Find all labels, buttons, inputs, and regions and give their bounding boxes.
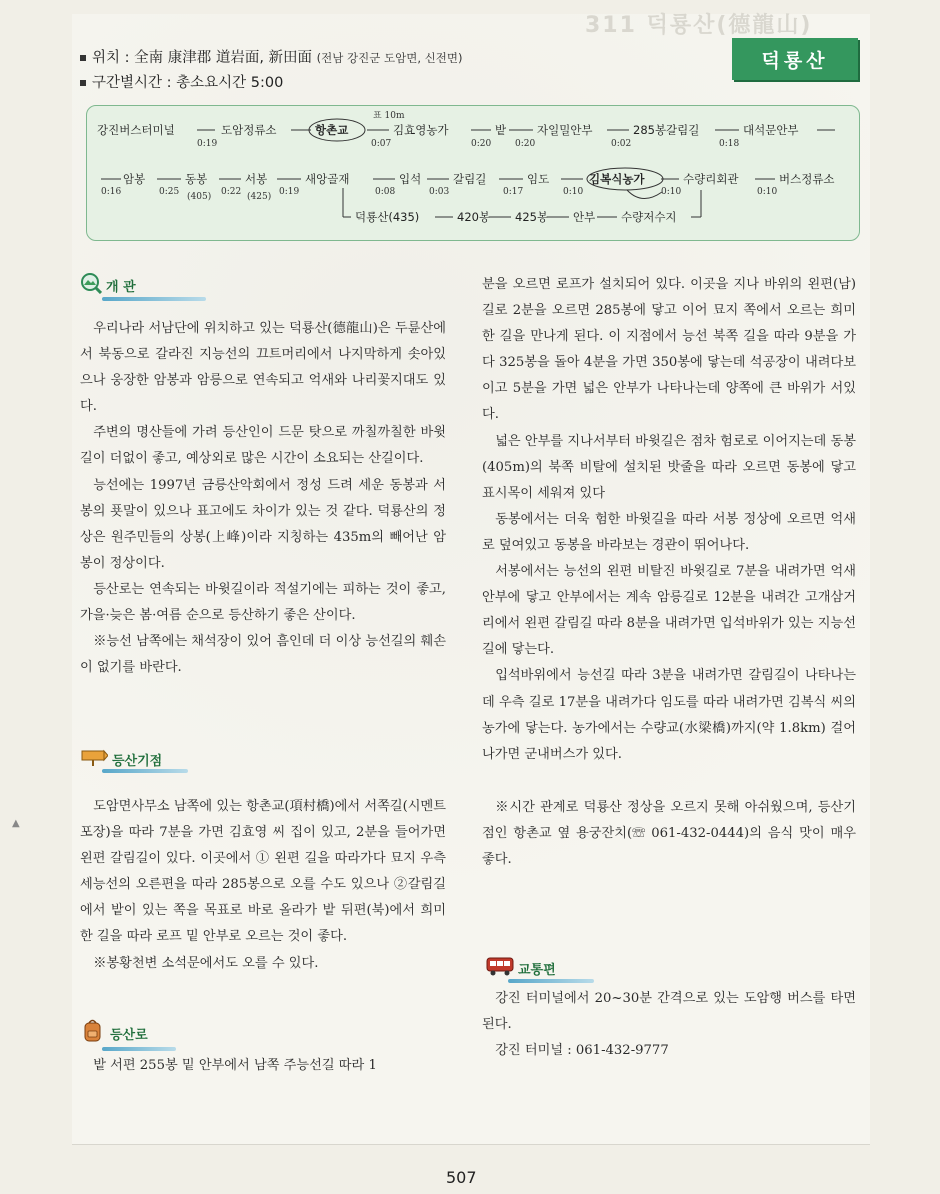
section-header-overview — [80, 272, 136, 298]
segment-time: 0:22 — [221, 187, 242, 197]
overview-paragraph: 능선에는 1997년 금릉산악회에서 정성 드려 세운 동봉과 서봉의 푯말이 있으나 표고에도 차이가 있는 것 같다. 덕룡산의 정상은 원주민들의 상봉(上峰)이라 지칭하는 435m의 빼어난 암봉이 정상이다. — [80, 477, 446, 571]
section-underline — [508, 979, 594, 983]
segment-time: 0:25 — [159, 187, 180, 197]
route-stop: 강진버스터미널 — [97, 123, 175, 137]
page-bottom-rule — [72, 1144, 870, 1145]
bridge-note: 표 10m — [373, 111, 405, 121]
right-column-transport — [482, 986, 856, 1064]
segment-time: 0:16 — [101, 187, 122, 197]
margin-mark: ▲ — [12, 818, 20, 829]
route-stop: 암봉 — [123, 172, 146, 186]
section-underline — [102, 297, 206, 301]
backpack-icon — [80, 1018, 106, 1048]
route-stop: 새앙골재 — [305, 172, 350, 186]
segment-time: 0:08 — [375, 187, 396, 197]
trail-paragraph: 넓은 안부를 지나서부터 바윗길은 점차 험로로 이어지는데 동봉(405m)의 북쪽 비탈에 설치된 밧줄을 따라 오르면 동봉에 닿고 표시목이 세워져 있다 — [482, 433, 856, 501]
transport-paragraph: 강진 터미널에서 20~30분 간격으로 있는 도암행 버스를 타면 된다. — [482, 991, 856, 1033]
overview-paragraph: 등산로는 연속되는 바윗길이라 적설기에는 피하는 것이 좋고, 가을·늦은 봄·여름 순으로 등산하기 좋은 산이다. — [80, 581, 446, 624]
trail-paragraph: 동봉에서는 더욱 험한 바윗길을 따라 서봉 정상에 오르면 억새로 덮여있고 동봉을 바라보는 경관이 뛰어나다. — [482, 511, 856, 553]
section-header-start — [80, 748, 162, 770]
route-elev: (405) — [187, 192, 212, 202]
route-diagram — [86, 105, 860, 241]
route-stop: 285봉갈림길 — [633, 123, 700, 137]
overview-paragraph: 우리나라 서남단에 위치하고 있는 덕룡산(德龍山)은 두륜산에서 북동으로 갈라진 지능선의 끄트머리에서 나지막하게 솟아있으나 웅장한 암봉과 암릉으로 연속되고 억새와 나리꽃지대도 있다. — [80, 321, 446, 415]
route-stop: 안부 — [573, 210, 596, 224]
route-stop-start: 항촌교 — [315, 123, 349, 137]
section-header-trail — [80, 1018, 148, 1048]
trail-paragraph: 서봉에서는 능선의 왼편 비탈진 바윗길로 7분을 내려가면 억새 안부에 닿고 안부에서는 계속 암릉길로 12분을 내려간 고개삼거리에서 왼편 갈림길 따라 8분을 내려가면 입석바위가 있는 지능선길에 닿는다. — [482, 564, 856, 658]
start-paragraph: 도암면사무소 남쪽에 있는 항촌교(項村橋)에서 서쪽길(시멘트포장)을 따라 7분을 가면 김효영 씨 집이 있고, 2분을 들어가면 왼편 갈림길이 있다. 이곳에서 ① 왼편 길을 따라가다 묘지 우측 세능선의 오른편을 따라 285봉으로 오를 수도 있으나 ②갈림길에서 밭이 있는 쪽을 목표로 바로 올라가 밭 뒤편(북)에서 희미한 길을 따라 로프 밑 안부로 오르는 것이 좋다. — [80, 799, 446, 945]
trail-paragraph: 밭 서편 255봉 밑 안부에서 남쪽 주능선길 따라 1 — [93, 1058, 377, 1073]
left-column-trail — [80, 1053, 446, 1079]
section-header-transport — [486, 956, 556, 980]
segment-time: 0:18 — [719, 139, 740, 149]
bullet-square-icon — [80, 80, 86, 86]
segment-time: 0:19 — [197, 139, 218, 149]
route-stop: 동봉 — [185, 172, 208, 186]
section-title: 등산기점 — [112, 753, 163, 769]
transport-phone: 강진 터미널 : 061-432-9777 — [495, 1043, 669, 1059]
route-stop: 밭 — [495, 123, 507, 137]
left-column-start — [80, 794, 446, 977]
route-stop: 대석문안부 — [743, 123, 799, 137]
magnifier-mountain-icon — [80, 272, 102, 298]
route-stop: 420봉 — [457, 210, 491, 224]
section-title: 등산로 — [110, 1027, 148, 1043]
overview-paragraph: 주변의 명산들에 가려 등산인이 드문 탓으로 까칠까칠한 바윗길이 더없이 좋고, 예상외로 많은 시간이 소요되는 산길이다. — [80, 425, 446, 467]
route-stop: 수량리회관 — [683, 172, 739, 186]
location-line: 위치 : 全南 康津郡 道岩面, 新田面 (전남 강진군 도암면, 신전면) — [80, 46, 462, 67]
time-line: 구간별시간 : 총소요시간 5:00 — [80, 71, 283, 92]
route-stop: 서봉 — [245, 172, 268, 186]
section-underline — [102, 1047, 176, 1051]
route-stop: 덕룡산(435) — [355, 210, 420, 224]
bullet-square-icon — [80, 55, 86, 61]
route-stop: 임도 — [527, 172, 550, 186]
section-title: 개 관 — [106, 279, 136, 295]
segment-time: 0:07 — [371, 139, 392, 149]
overview-paragraph: ※능선 남쪽에는 채석장이 있어 흠인데 더 이상 능선길의 훼손이 없기를 바란다. — [80, 634, 446, 676]
segment-time: 0:10 — [661, 187, 682, 197]
start-paragraph: ※봉황천변 소석문에서도 오를 수 있다. — [93, 955, 319, 971]
segment-time: 0:10 — [563, 187, 584, 197]
route-stop: 425봉 — [515, 210, 549, 224]
segment-time: 0:20 — [515, 139, 536, 149]
route-svg — [87, 106, 859, 240]
page-number: 507 — [446, 1168, 477, 1187]
route-elev: (425) — [247, 192, 272, 202]
route-stop: 버스정류소 — [779, 172, 835, 186]
route-stop: 도암정류소 — [221, 123, 277, 137]
location-korean: (전남 강진군 도암면, 신전면) — [316, 51, 463, 65]
section-underline — [102, 769, 188, 773]
trail-paragraph: 입석바위에서 능선길 따라 3분을 내려가면 갈림길이 나타나는데 우측 길로 17분을 내려가다 임도를 따라 내려가면 김복식 씨의 농가에 닿는다. 농가에서는 수량교(水梁橋)까지(약 1.8km) 걸어나가면 군내버스가 있다. — [482, 668, 856, 762]
route-stop: 자일밀안부 — [537, 123, 593, 137]
section-title: 교통편 — [518, 962, 556, 978]
route-stop-end: 김복식농가 — [589, 172, 645, 186]
route-stop: 김효영농가 — [393, 123, 449, 137]
route-stop: 갈림길 — [453, 172, 487, 186]
signpost-icon — [80, 748, 108, 770]
route-stop: 수량저수지 — [621, 210, 677, 224]
note-paragraph: ※시간 관계로 덕룡산 정상을 오르지 못해 아쉬웠으며, 등산기점인 항촌교 옆 용궁잔치(☏ 061-432-0444)의 음식 맛이 매우 좋다. — [482, 799, 856, 867]
right-column — [482, 272, 856, 873]
trail-paragraph: 분을 오르면 로프가 설치되어 있다. 이곳을 지나 바위의 왼편(남) 길로 2분을 오르면 285봉에 닿고 이어 묘지 쪽에서 오르는 희미한 길을 만나게 된다. 이 지점에서 능선 북쪽 길을 따라 9분을 가다 325봉을 돌아 4분을 가면 350봉에 닿는데 석공장이 내려다보이고 5분을 가면 넓은 안부가 나타나는데 양쪽에 큰 바위가 서있다. — [482, 277, 856, 423]
segment-time: 0:10 — [757, 187, 778, 197]
segment-time: 0:19 — [279, 187, 300, 197]
bleed-through-title: 311 덕룡산(德龍山) — [585, 13, 813, 38]
segment-time: 0:02 — [611, 139, 632, 149]
mountain-name-badge: 덕룡산 — [732, 38, 858, 80]
segment-time: 0:03 — [429, 187, 450, 197]
left-column — [80, 316, 446, 681]
segment-time: 0:17 — [503, 187, 524, 197]
segment-time: 0:20 — [471, 139, 492, 149]
bus-icon — [486, 956, 514, 980]
route-stop: 입석 — [399, 172, 422, 186]
